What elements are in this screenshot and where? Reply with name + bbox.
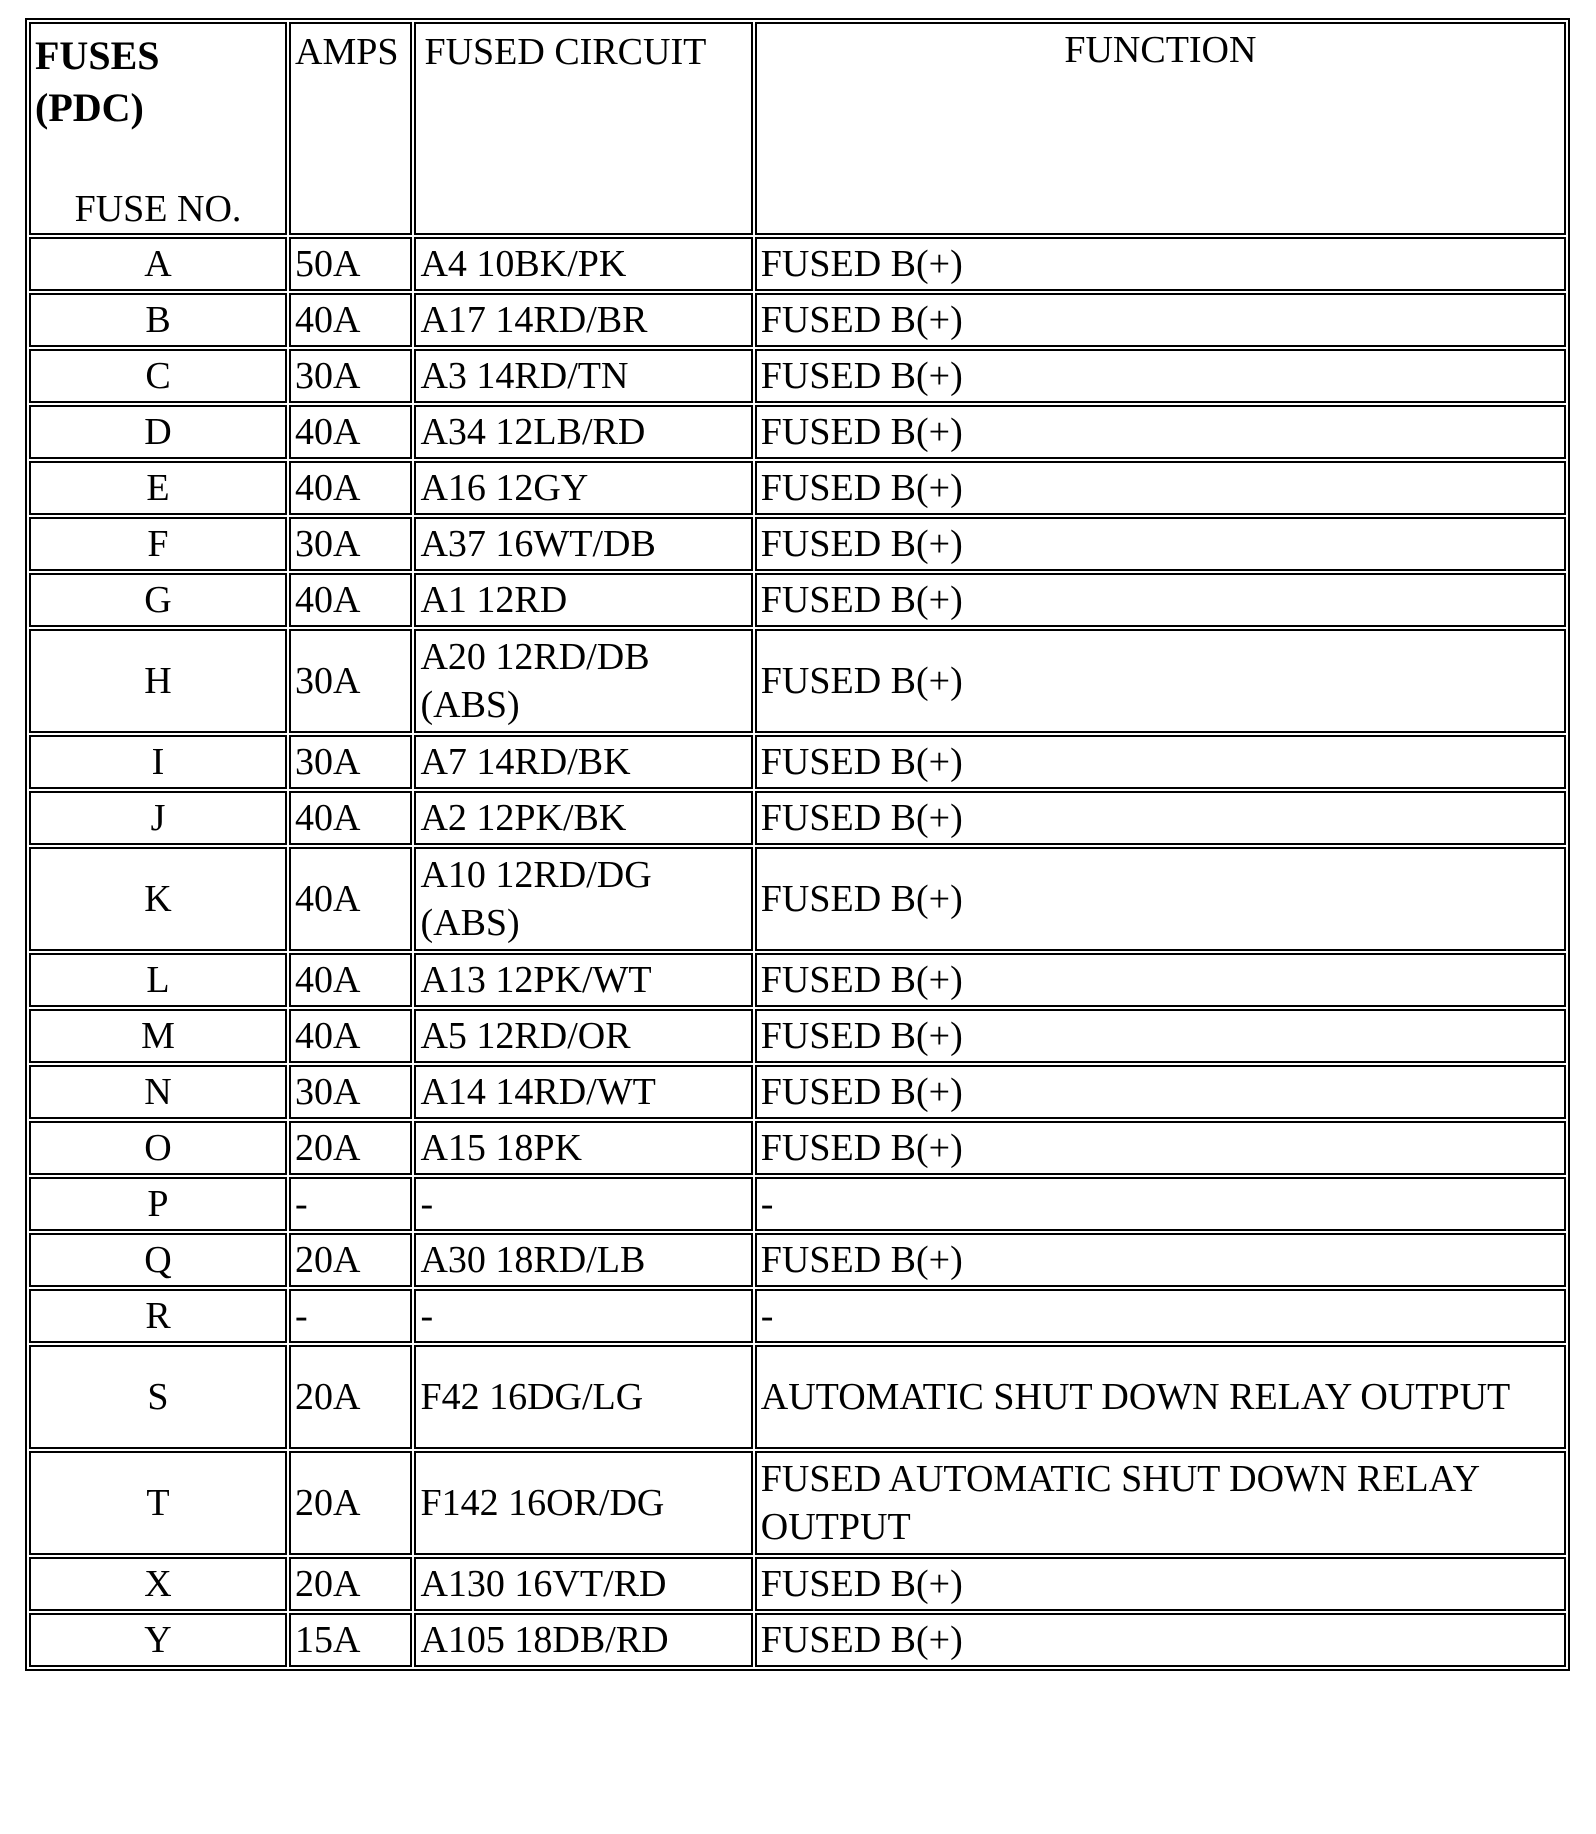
cell-fuse-no: L: [29, 953, 287, 1007]
cell-fuse-no: M: [29, 1009, 287, 1063]
cell-function: FUSED B(+): [755, 847, 1566, 951]
cell-fused-circuit: F142 16OR/DG: [414, 1451, 752, 1555]
cell-fuse-no: C: [29, 349, 287, 403]
table-row: [29, 573, 1566, 627]
table-row: [29, 1065, 1566, 1119]
cell-amps: 20A: [289, 1451, 412, 1555]
table-row: [29, 791, 1566, 845]
cell-fused-circuit: A2 12PK/BK: [414, 791, 752, 845]
cell-fused-circuit: A4 10BK/PK: [414, 237, 752, 291]
table-row: [29, 1009, 1566, 1063]
cell-fuse-no: R: [29, 1289, 287, 1343]
cell-fused-circuit: A13 12PK/WT: [414, 953, 752, 1007]
table-row: [29, 1233, 1566, 1287]
cell-fused-circuit: -: [414, 1289, 752, 1343]
cell-amps: 30A: [289, 629, 412, 733]
cell-fused-circuit: A1 12RD: [414, 573, 752, 627]
table-row: [29, 1345, 1566, 1449]
cell-function: FUSED B(+): [755, 735, 1566, 789]
table-row: [29, 1289, 1566, 1343]
cell-amps: 40A: [289, 791, 412, 845]
table-row: [29, 517, 1566, 571]
cell-amps: 40A: [289, 293, 412, 347]
table-row: [29, 1557, 1566, 1611]
cell-function: FUSED B(+): [755, 573, 1566, 627]
fuses-title-line2: (PDC): [35, 85, 144, 130]
cell-amps: 40A: [289, 405, 412, 459]
cell-fused-circuit: A15 18PK: [414, 1121, 752, 1175]
cell-fused-circuit: -: [414, 1177, 752, 1231]
cell-fuse-no: H: [29, 629, 287, 733]
cell-fuse-no: G: [29, 573, 287, 627]
cell-fused-circuit: A10 12RD/DG (ABS): [414, 847, 752, 951]
cell-amps: 30A: [289, 517, 412, 571]
cell-fused-circuit: F42 16DG/LG: [414, 1345, 752, 1449]
table-row: [29, 1613, 1566, 1667]
cell-function: FUSED B(+): [755, 791, 1566, 845]
cell-fuse-no: D: [29, 405, 287, 459]
table-row: [29, 237, 1566, 291]
cell-amps: -: [289, 1289, 412, 1343]
fuse-table-body: [29, 237, 1566, 1667]
fuse-table: [25, 18, 1570, 1671]
cell-amps: 20A: [289, 1121, 412, 1175]
table-row: [29, 953, 1566, 1007]
header-amps: AMPS: [289, 22, 412, 235]
cell-amps: -: [289, 1177, 412, 1231]
table-row: [29, 1451, 1566, 1555]
table-row: [29, 461, 1566, 515]
cell-function: -: [755, 1289, 1566, 1343]
cell-function: FUSED AUTOMATIC SHUT DOWN RELAY OUTPUT: [755, 1451, 1566, 1555]
cell-amps: 40A: [289, 461, 412, 515]
cell-fused-circuit: A105 18DB/RD: [414, 1613, 752, 1667]
cell-amps: 50A: [289, 237, 412, 291]
cell-function: -: [755, 1177, 1566, 1231]
cell-fused-circuit: A16 12GY: [414, 461, 752, 515]
cell-function: FUSED B(+): [755, 1557, 1566, 1611]
cell-fuse-no: S: [29, 1345, 287, 1449]
header-function: FUNCTION: [755, 22, 1566, 235]
cell-fuse-no: N: [29, 1065, 287, 1119]
fuses-title-line1: FUSES: [35, 33, 160, 78]
cell-fuse-no: J: [29, 791, 287, 845]
cell-fused-circuit: A5 12RD/OR: [414, 1009, 752, 1063]
cell-function: FUSED B(+): [755, 517, 1566, 571]
cell-fused-circuit: A7 14RD/BK: [414, 735, 752, 789]
cell-amps: 30A: [289, 735, 412, 789]
cell-function: FUSED B(+): [755, 405, 1566, 459]
cell-function: FUSED B(+): [755, 953, 1566, 1007]
cell-amps: 15A: [289, 1613, 412, 1667]
cell-function: FUSED B(+): [755, 1009, 1566, 1063]
table-row: [29, 629, 1566, 733]
cell-fuse-no: O: [29, 1121, 287, 1175]
cell-fuse-no: I: [29, 735, 287, 789]
table-row: [29, 1177, 1566, 1231]
cell-fuse-no: F: [29, 517, 287, 571]
cell-amps: 40A: [289, 1009, 412, 1063]
cell-fuse-no: K: [29, 847, 287, 951]
cell-fused-circuit: A34 12LB/RD: [414, 405, 752, 459]
cell-fuse-no: Q: [29, 1233, 287, 1287]
cell-fused-circuit: A30 18RD/LB: [414, 1233, 752, 1287]
header-fuse-no: [29, 22, 287, 235]
cell-fuse-no: B: [29, 293, 287, 347]
table-row: [29, 349, 1566, 403]
cell-function: FUSED B(+): [755, 1121, 1566, 1175]
cell-function: FUSED B(+): [755, 293, 1566, 347]
cell-fused-circuit: A20 12RD/DB (ABS): [414, 629, 752, 733]
table-row: [29, 735, 1566, 789]
header-row: [29, 22, 1566, 235]
fuses-title: [35, 30, 160, 134]
cell-function: FUSED B(+): [755, 1065, 1566, 1119]
cell-fused-circuit: A17 14RD/BR: [414, 293, 752, 347]
cell-fused-circuit: A37 16WT/DB: [414, 517, 752, 571]
cell-function: AUTOMATIC SHUT DOWN RELAY OUTPUT: [755, 1345, 1566, 1449]
cell-fuse-no: X: [29, 1557, 287, 1611]
cell-function: FUSED B(+): [755, 461, 1566, 515]
cell-function: FUSED B(+): [755, 237, 1566, 291]
cell-function: FUSED B(+): [755, 629, 1566, 733]
cell-fuse-no: P: [29, 1177, 287, 1231]
cell-amps: 20A: [289, 1345, 412, 1449]
cell-function: FUSED B(+): [755, 1233, 1566, 1287]
cell-fuse-no: Y: [29, 1613, 287, 1667]
cell-fuse-no: A: [29, 237, 287, 291]
cell-amps: 40A: [289, 847, 412, 951]
cell-amps: 40A: [289, 573, 412, 627]
cell-fuse-no: E: [29, 461, 287, 515]
fuse-no-label: FUSE NO.: [74, 188, 242, 230]
table-row: [29, 1121, 1566, 1175]
cell-function: FUSED B(+): [755, 349, 1566, 403]
table-row: [29, 293, 1566, 347]
cell-function: FUSED B(+): [755, 1613, 1566, 1667]
cell-fused-circuit: A130 16VT/RD: [414, 1557, 752, 1611]
cell-amps: 40A: [289, 953, 412, 1007]
cell-fuse-no: T: [29, 1451, 287, 1555]
cell-amps: 20A: [289, 1233, 412, 1287]
table-row: [29, 847, 1566, 951]
cell-fused-circuit: A14 14RD/WT: [414, 1065, 752, 1119]
table-row: [29, 405, 1566, 459]
cell-amps: 30A: [289, 349, 412, 403]
cell-amps: 20A: [289, 1557, 412, 1611]
header-fused-circuit: FUSED CIRCUIT: [414, 22, 752, 235]
cell-fused-circuit: A3 14RD/TN: [414, 349, 752, 403]
cell-amps: 30A: [289, 1065, 412, 1119]
